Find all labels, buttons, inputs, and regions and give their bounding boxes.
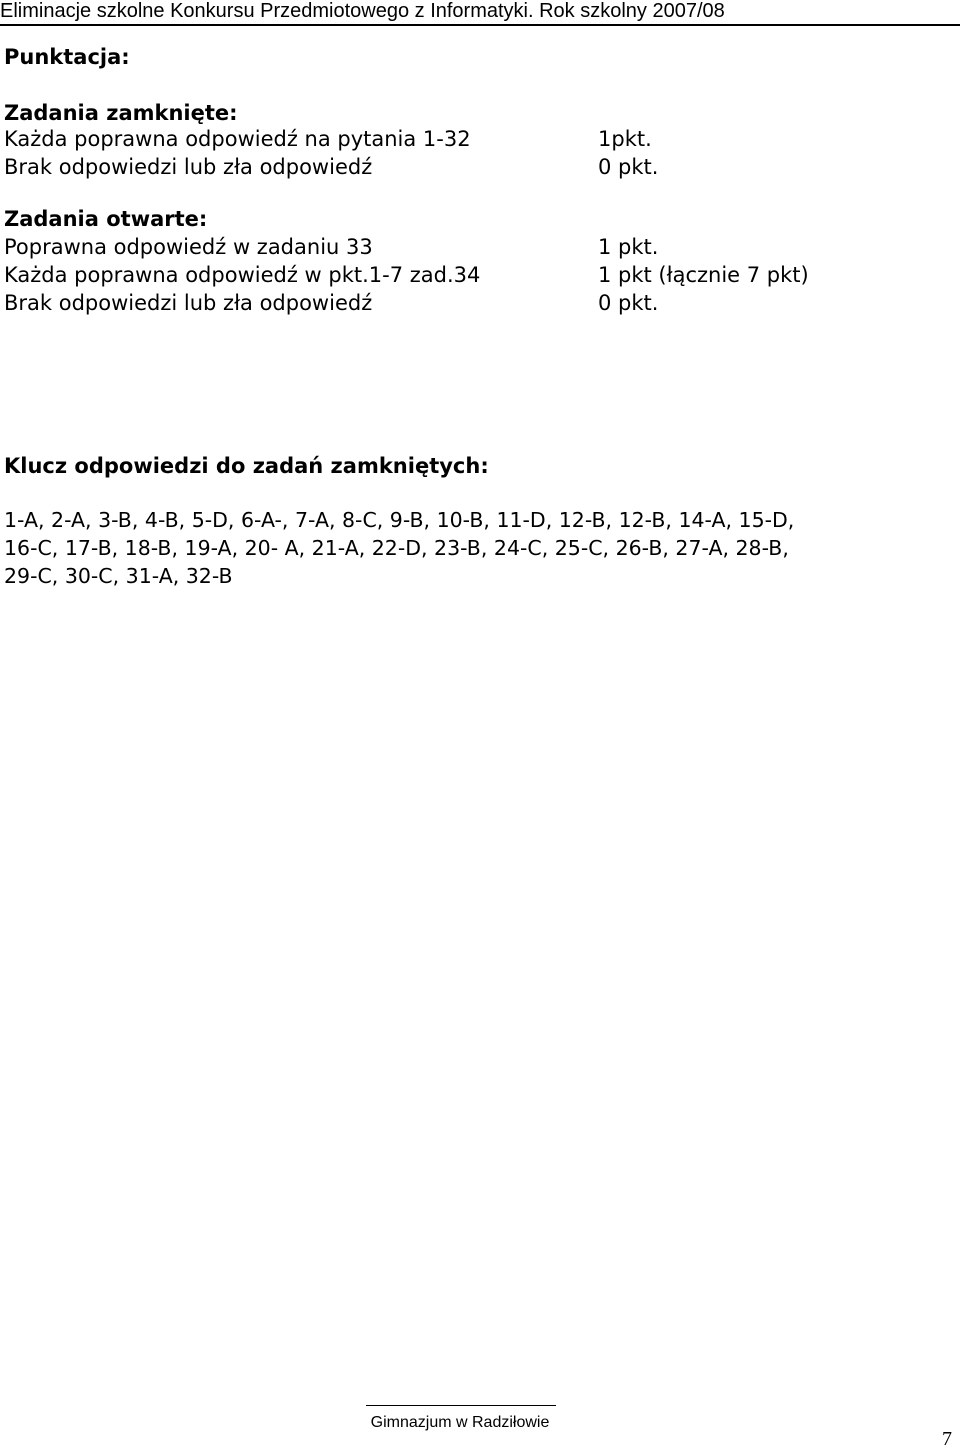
open-row-points: 0 pkt. [598,291,659,315]
answer-key-line: 16-C, 17-B, 18-B, 19-A, 20- A, 21-A, 22-D, 23-B, 24-C, 25-C, 26-B, 27-A, 28-B, [4,536,789,560]
closed-tasks-heading: Zadania zamknięte: [4,101,238,125]
closed-row-points: 1pkt. [598,127,652,151]
footer-school: Gimnazjum w Radziłowie [370,1414,550,1431]
open-row-points: 1 pkt. [598,235,659,259]
answer-key-line: 1-A, 2-A, 3-B, 4-B, 5-D, 6-A-, 7-A, 8-C, 9-B, 10-B, 11-D, 12-B, 12-B, 14-A, 15-D, [4,508,795,532]
open-row-points: 1 pkt (łącznie 7 pkt) [598,263,809,287]
answer-key-line: 29-C, 30-C, 31-A, 32-B [4,564,233,588]
open-row-text: Brak odpowiedzi lub zła odpowiedź [4,291,373,315]
footer-divider [366,1405,556,1406]
open-tasks-heading: Zadania otwarte: [4,207,208,231]
closed-row-text: Brak odpowiedzi lub zła odpowiedź [4,155,373,179]
page-number: 7 [942,1428,952,1450]
closed-row-text: Każda poprawna odpowiedź na pytania 1-32 [4,127,471,151]
closed-row-points: 0 pkt. [598,155,659,179]
answer-key-list [4,506,956,590]
scoring-heading: Punktacja: [4,45,130,69]
header-title: Eliminacje szkolne Konkursu Przedmiotowego z Informatyki. Rok szkolny 2007/08 [0,0,725,22]
open-row-text: Poprawna odpowiedź w zadaniu 33 [4,235,373,259]
page-header [0,0,960,26]
open-row-text: Każda poprawna odpowiedź w pkt.1-7 zad.34 [4,263,481,287]
answer-key-heading: Klucz odpowiedzi do zadań zamkniętych: [4,454,489,478]
